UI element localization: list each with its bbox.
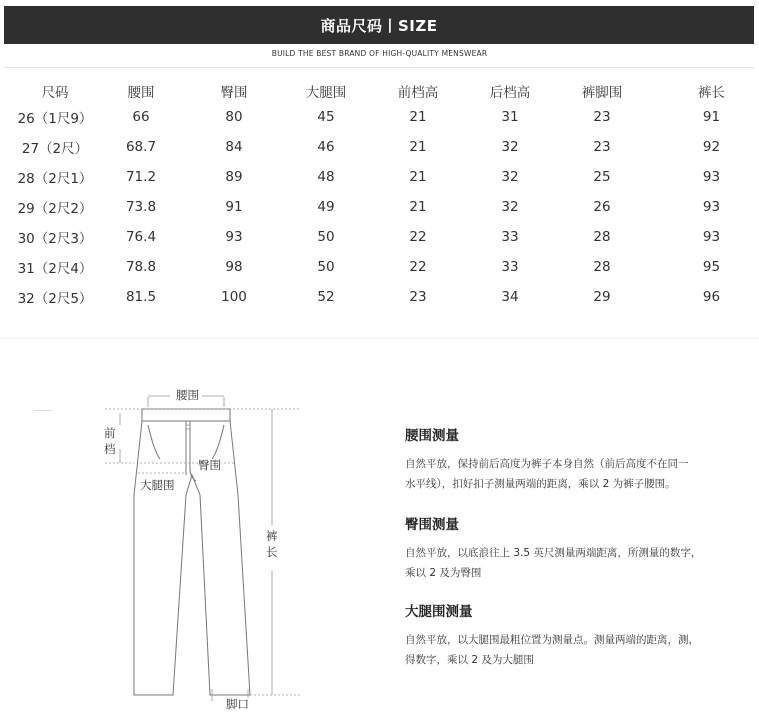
table-cell: 22 [409,229,427,245]
table-cell: 21 [409,199,427,215]
table-cell: 80 [225,109,243,125]
table-cell: 31 [501,109,519,125]
table-cell: 46 [317,139,335,155]
table-cell: 28（2尺1） [17,171,93,187]
table-cell: 95 [702,259,721,275]
decorative-line [34,410,52,411]
table-cell: 29 [593,289,611,305]
table-cell: 81.5 [125,289,157,305]
table-cell: 73.8 [125,199,157,215]
table-row [0,132,759,162]
table-row [0,252,759,282]
title-banner [4,6,754,44]
table-cell: 32（2尺5） [17,291,93,307]
table-cell: 52 [317,289,335,305]
table-cell: 28 [593,259,611,275]
waist-label: 腰围 [176,388,199,402]
size-table [0,80,759,312]
table-cell: 76.4 [125,229,157,245]
thigh-label: 大腿围 [140,478,175,492]
table-cell: 33 [501,259,519,275]
column-header: 尺码 [41,85,69,101]
hip-measure-text: 自然平放，以底浪往上 3.5 英尺测量两端距离，所测量的数字， 乘以 2 及为臀围 [405,547,702,579]
table-cell: 98 [225,259,243,275]
column-header: 大腿围 [305,85,347,101]
column-header: 腰围 [127,85,155,101]
table-cell: 26（1尺9） [17,111,93,127]
table-cell: 23 [593,109,611,125]
table-cell: 26 [593,199,611,215]
table-header-row [0,80,759,102]
table-cell: 23 [593,139,611,155]
table-cell: 91 [702,109,721,125]
table-cell: 48 [317,169,335,185]
table-cell: 93 [702,199,721,215]
table-row [0,282,759,312]
table-cell: 23 [409,289,427,305]
hip-label: 臀围 [198,458,221,472]
thigh-measure-text: 自然平放，以大腿围最粗位置为测量点。测量两端的距离，测， 得数字，乘以 2 及为大腿围 [405,634,699,666]
table-cell: 32 [501,139,519,155]
column-header: 臀围 [220,85,248,101]
table-row [0,102,759,132]
column-header: 后档高 [489,85,531,101]
waist-measure-text: 自然平放，保持前后高度为裤子本身自然（前后高度不在同一 水平线），扣好扣子测量两端的距离，乘以 2 为裤子腰围。 [405,458,689,490]
table-cell: 93 [225,229,243,245]
front-rise-label: 前 档 [104,425,118,457]
table-row [0,192,759,222]
table-cell: 25 [593,169,611,185]
column-header: 裤长 [698,85,725,101]
table-cell: 32 [501,199,519,215]
divider [4,67,754,68]
table-cell: 29（2尺2） [17,201,93,217]
table-cell: 27（2尺） [21,141,89,157]
waist-measure-title: 腰围测量 [405,428,459,444]
thigh-measure-title: 大腿围测量 [405,604,473,620]
table-cell: 31（2尺4） [17,261,93,277]
table-row [0,162,759,192]
table-cell: 22 [409,259,427,275]
page-title: 商品尺码丨SIZE [320,16,438,35]
section-divider [0,338,759,339]
table-cell: 78.8 [125,259,157,275]
table-cell: 96 [702,289,721,305]
table-cell: 45 [317,109,335,125]
length-label: 裤 长 [266,528,280,560]
hem-label: 脚口 [226,697,249,711]
column-header: 裤脚围 [581,85,623,101]
table-cell: 91 [225,199,243,215]
table-cell: 32 [501,169,519,185]
brand-subtitle: BUILD THE BEST BRAND OF HIGH-QUALITY MENSWEAR [271,49,488,58]
table-cell: 71.2 [125,169,157,185]
table-cell: 21 [409,109,427,125]
table-cell: 49 [317,199,335,215]
table-cell: 84 [225,139,243,155]
table-cell: 30（2尺3） [17,231,93,247]
table-cell: 68.7 [125,139,157,155]
table-cell: 93 [702,229,721,245]
table-cell: 50 [317,229,335,245]
table-cell: 28 [593,229,611,245]
table-cell: 21 [409,139,427,155]
table-cell: 33 [501,229,519,245]
table-cell: 89 [225,169,243,185]
table-cell: 21 [409,169,427,185]
table-cell: 50 [317,259,335,275]
table-cell: 100 [221,289,247,305]
table-cell: 34 [501,289,519,305]
table-cell: 66 [132,109,150,125]
hip-measure-title: 臀围测量 [405,517,459,533]
table-cell: 92 [702,139,721,155]
column-header: 前档高 [397,85,439,101]
table-cell: 93 [702,169,721,185]
table-row [0,222,759,252]
